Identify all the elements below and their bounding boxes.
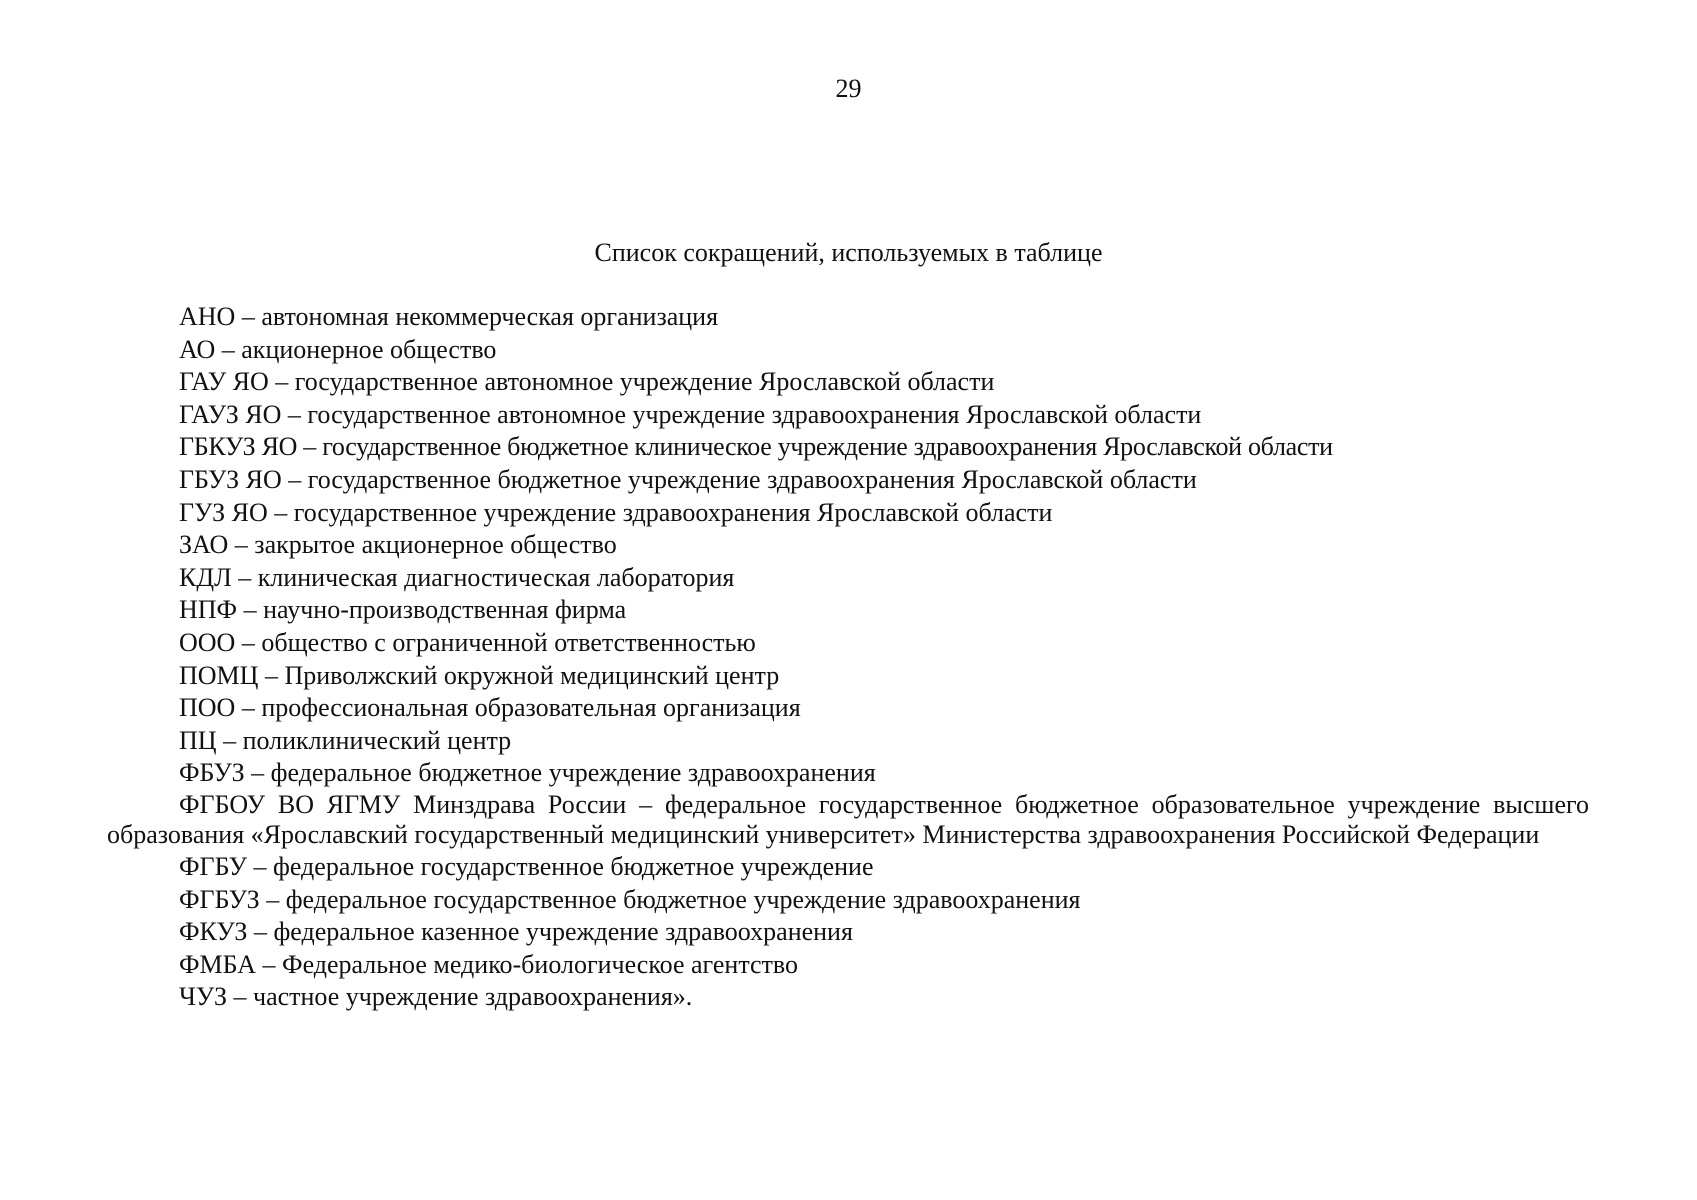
separator-dash: – bbox=[639, 789, 653, 819]
separator-dash: – bbox=[253, 851, 267, 881]
abbreviation-list bbox=[107, 301, 1589, 1014]
abbreviation-definition: частное учреждение здравоохранения». bbox=[253, 982, 693, 1012]
abbreviation-item bbox=[107, 981, 1589, 1014]
abbreviation-term: ГАУЗ ЯО bbox=[179, 399, 282, 429]
abbreviation-definition: автономная некоммерческая организация bbox=[261, 302, 719, 331]
separator-dash: – bbox=[262, 949, 276, 979]
separator-dash: – bbox=[253, 917, 267, 947]
abbreviation-definition: федеральное казенное учреждение здравоохранения bbox=[273, 917, 853, 947]
separator-dash: – bbox=[233, 982, 247, 1012]
abbreviation-definition: научно-производственная фирма bbox=[263, 595, 627, 625]
abbreviation-definition: федеральное бюджетное учреждение здравоохранения bbox=[270, 758, 876, 788]
abbreviation-definition: Федеральное медико-биологическое агентство bbox=[282, 949, 798, 979]
abbreviation-item bbox=[107, 431, 1589, 464]
abbreviation-term: ПОО bbox=[179, 693, 236, 723]
separator-dash: – bbox=[266, 884, 280, 914]
separator-dash: – bbox=[275, 367, 289, 397]
abbreviation-definition: закрытое акционерное общество bbox=[254, 530, 617, 560]
separator-dash: – bbox=[264, 660, 278, 690]
abbreviation-item bbox=[107, 851, 1589, 884]
abbreviation-item bbox=[107, 660, 1589, 693]
abbreviation-item bbox=[107, 366, 1589, 399]
abbreviation-definition: профессиональная образовательная организация bbox=[261, 693, 801, 723]
abbreviation-term: НПФ bbox=[179, 595, 238, 625]
abbreviation-term: ГБУЗ ЯО bbox=[179, 464, 282, 494]
abbreviation-item bbox=[107, 627, 1589, 660]
separator-dash: – bbox=[238, 562, 252, 592]
list-title: Список сокращений, используемых в таблице bbox=[594, 238, 1103, 267]
separator-dash: – bbox=[288, 464, 302, 494]
abbreviation-definition: клиническая диагностическая лаборатория bbox=[257, 562, 735, 592]
abbreviation-term: ООО bbox=[179, 627, 236, 657]
abbreviation-definition: федеральное государственное бюджетное учреждение bbox=[273, 851, 874, 881]
abbreviation-item bbox=[107, 399, 1589, 432]
separator-dash: – bbox=[241, 693, 255, 723]
separator-dash: – bbox=[303, 432, 316, 462]
abbreviation-term: КДЛ bbox=[179, 562, 232, 592]
separator-dash: – bbox=[223, 725, 237, 755]
abbreviation-term: ЧУЗ bbox=[179, 982, 227, 1012]
abbreviation-item bbox=[107, 692, 1589, 725]
abbreviation-item bbox=[107, 916, 1589, 949]
abbreviation-term: ЗАО bbox=[179, 530, 229, 560]
abbreviation-item bbox=[107, 949, 1589, 982]
abbreviation-term: АО bbox=[179, 334, 216, 364]
abbreviation-item bbox=[107, 464, 1589, 497]
abbreviation-definition: государственное автономное учреждение здравоохранения Ярославской области bbox=[307, 399, 1202, 429]
abbreviation-item bbox=[107, 594, 1589, 627]
abbreviation-term: ФГБУЗ bbox=[179, 884, 260, 914]
abbreviation-term: ГАУ ЯО bbox=[179, 367, 269, 397]
abbreviation-definition: Приволжский окружной медицинский центр bbox=[284, 660, 780, 690]
abbreviation-definition: акционерное общество bbox=[241, 334, 497, 364]
abbreviation-term: ФБУЗ bbox=[179, 758, 245, 788]
abbreviation-item bbox=[107, 529, 1589, 562]
abbreviation-definition: государственное учреждение здравоохранения Ярославской области bbox=[293, 497, 1053, 527]
abbreviation-term: ФГБУ bbox=[179, 851, 247, 881]
abbreviation-term: ФМБА bbox=[179, 949, 257, 979]
page-number: 29 bbox=[835, 74, 862, 103]
abbreviation-term: ГУЗ ЯО bbox=[179, 497, 268, 527]
abbreviation-definition: поликлинический центр bbox=[242, 725, 512, 755]
abbreviation-definition: федеральное государственное бюджетное образовательное учреждение высшего образования «Ярославский государственный медицинский университет» Министерства здравоохранения Российской Федерации bbox=[107, 789, 1590, 850]
abbreviation-definition: государственное бюджетное учреждение здравоохранения Ярославской области bbox=[307, 464, 1197, 494]
abbreviation-term: ПОМЦ bbox=[179, 660, 259, 690]
separator-dash: – bbox=[234, 530, 248, 560]
abbreviation-item bbox=[107, 562, 1589, 595]
abbreviation-item bbox=[107, 790, 1589, 851]
separator-dash: – bbox=[221, 334, 235, 364]
abbreviation-definition: общество с ограниченной ответственностью bbox=[261, 627, 756, 657]
abbreviation-definition: федеральное государственное бюджетное учреждение здравоохранения bbox=[285, 884, 1081, 914]
abbreviation-item bbox=[107, 884, 1589, 917]
abbreviation-item bbox=[107, 301, 1589, 334]
abbreviation-term: ФГБОУ ВО ЯГМУ Минздрава России bbox=[179, 789, 627, 819]
separator-dash: – bbox=[241, 627, 255, 657]
abbreviation-term: АНО bbox=[179, 302, 236, 331]
abbreviation-term: ПЦ bbox=[179, 725, 217, 755]
abbreviation-term: ФКУЗ bbox=[179, 917, 248, 947]
separator-dash: – bbox=[251, 758, 265, 788]
abbreviation-item bbox=[107, 497, 1589, 530]
abbreviation-item bbox=[107, 334, 1589, 367]
separator-dash: – bbox=[274, 497, 288, 527]
abbreviation-definition: государственное автономное учреждение Ярославской области bbox=[294, 367, 995, 397]
abbreviation-item bbox=[107, 757, 1589, 790]
abbreviation-term: ГБКУЗ ЯО bbox=[179, 432, 298, 462]
separator-dash: – bbox=[287, 399, 301, 429]
separator-dash: – bbox=[243, 595, 257, 625]
abbreviation-item bbox=[107, 725, 1589, 758]
separator-dash: – bbox=[241, 302, 255, 331]
abbreviation-definition: государственное бюджетное клиническое учреждение здравоохранения Ярославской области bbox=[322, 432, 1333, 462]
